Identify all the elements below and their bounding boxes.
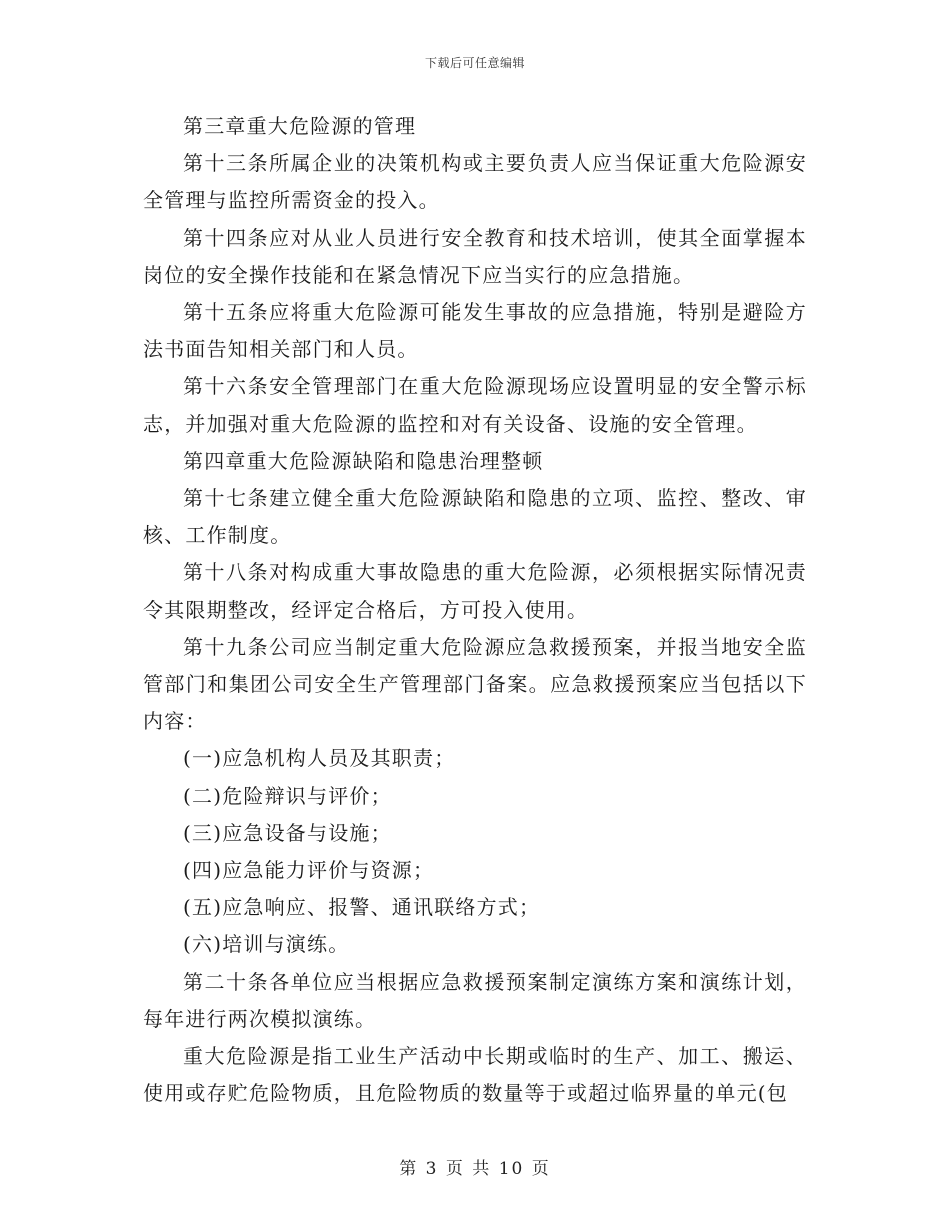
page-header: 下载后可任意编辑 xyxy=(424,56,525,70)
chapter-heading-3: 第三章重大危险源的管理 xyxy=(183,114,417,138)
list-item-2: (二)危险辩识与评价； xyxy=(183,783,392,808)
page-number: 第 3 页 共 10 页 xyxy=(399,1159,551,1179)
article-18: 第十八条对构成重大事故隐患的重大危险源，必须根据实际情况责令其限期整改，经评定合格后，方可投入使用。 xyxy=(143,560,807,622)
list-item-3: (三)应急设备与设施； xyxy=(183,820,392,845)
list-item-4: (四)应急能力评价与资源； xyxy=(183,858,435,883)
list-item-5: (五)应急响应、报警、通讯联络方式； xyxy=(183,895,541,920)
article-15: 第十五条应将重大危险源可能发生事故的应急措施，特别是避险方法书面告知相关部门和人员。 xyxy=(143,300,807,362)
article-17: 第十七条建立健全重大危险源缺陷和隐患的立项、监控、整改、审核、工作制度。 xyxy=(143,486,807,548)
article-13: 第十三条所属企业的决策机构或主要负责人应当保证重大危险源安全管理与监控所需资金的投入。 xyxy=(143,151,807,213)
article-14: 第十四条应对从业人员进行安全教育和技术培训，使其全面掌握本岗位的安全操作技能和在紧急情况下应当实行的应急措施。 xyxy=(143,225,807,287)
article-19: 第十九条公司应当制定重大危险源应急救援预案，并报当地安全监管部门和集团公司安全生产管理部门备案。应急救援预案应当包括以下内容： xyxy=(143,634,807,734)
document-body xyxy=(143,108,807,1112)
article-20: 第二十条各单位应当根据应急救援预案制定演练方案和演练计划，每年进行两次模拟演练。 xyxy=(143,969,807,1031)
list-item-6: (六)培训与演练。 xyxy=(183,932,350,957)
chapter-heading-4: 第四章重大危险源缺陷和隐患治理整顿 xyxy=(183,448,544,473)
definition-paragraph: 重大危险源是指工业生产活动中长期或临时的生产、加工、搬运、使用或存贮危险物质，且危险物质的数量等于或超过临界量的单元(包 xyxy=(143,1044,807,1106)
list-item-1: (一)应急机构人员及其职责； xyxy=(183,746,456,771)
article-16: 第十六条安全管理部门在重大危险源现场应设置明显的安全警示标志，并加强对重大危险源的监控和对有关设备、设施的安全管理。 xyxy=(143,374,807,436)
